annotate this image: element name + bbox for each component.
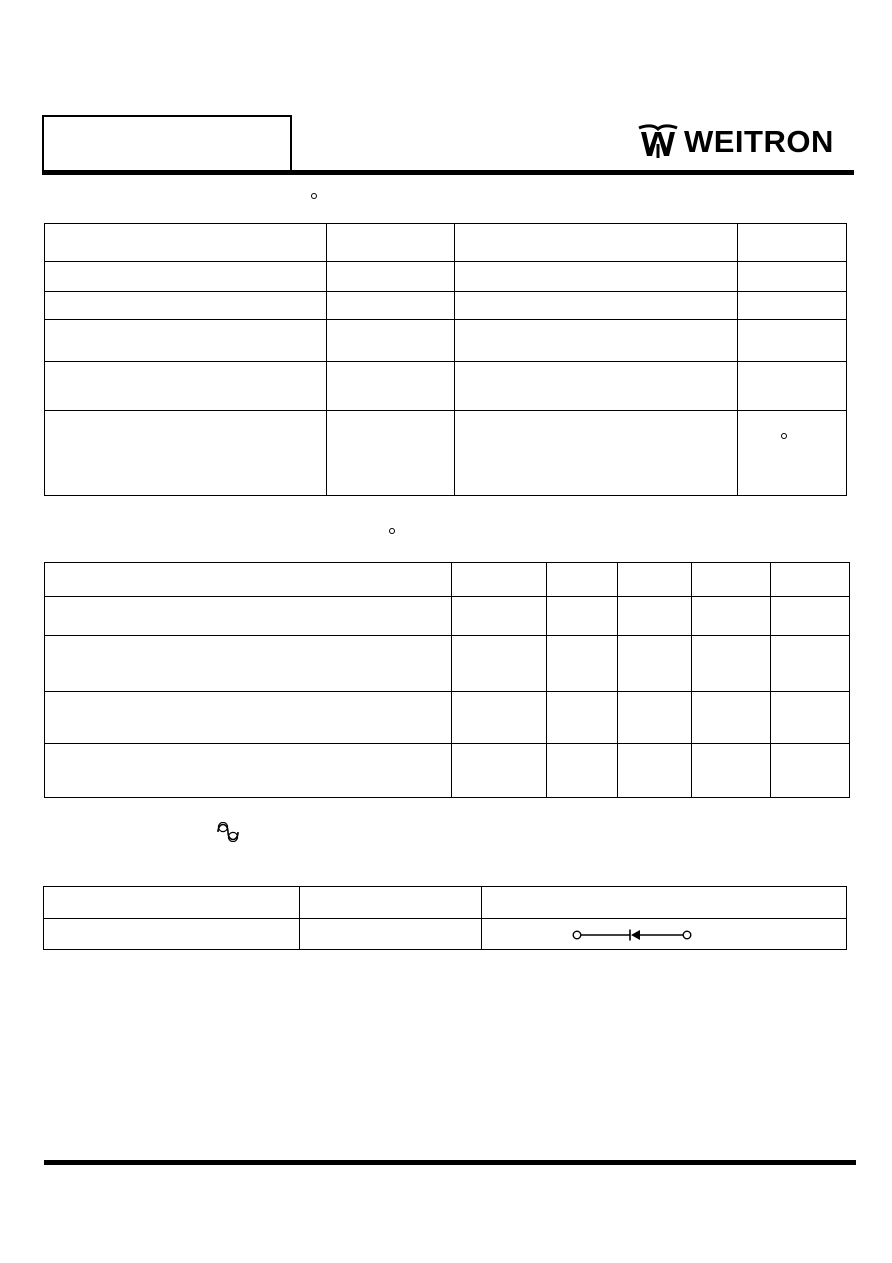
diode-symbol-icon <box>572 927 692 943</box>
degree-mark <box>781 433 787 439</box>
table-row <box>44 919 847 950</box>
ratings-table <box>44 223 847 496</box>
table-row <box>45 292 847 320</box>
table-row <box>45 411 847 496</box>
footer-rule <box>44 1160 856 1165</box>
part-number-box <box>42 115 292 174</box>
table-row <box>45 692 850 744</box>
header-rule <box>42 170 854 175</box>
table-row <box>45 636 850 692</box>
table-row <box>45 744 850 798</box>
marking-table <box>43 886 847 950</box>
degree-mark <box>311 193 317 199</box>
degree-mark <box>389 528 395 534</box>
table-row <box>45 362 847 411</box>
brand-name: WEITRON <box>684 124 834 159</box>
table-row <box>45 563 850 597</box>
table-row <box>45 320 847 362</box>
table-row <box>45 597 850 636</box>
sine-wave-icon <box>217 822 239 842</box>
weitron-w-logo <box>636 124 680 160</box>
table-row <box>45 224 847 262</box>
table-row <box>45 262 847 292</box>
table-row <box>44 887 847 919</box>
electrical-table <box>44 562 850 798</box>
